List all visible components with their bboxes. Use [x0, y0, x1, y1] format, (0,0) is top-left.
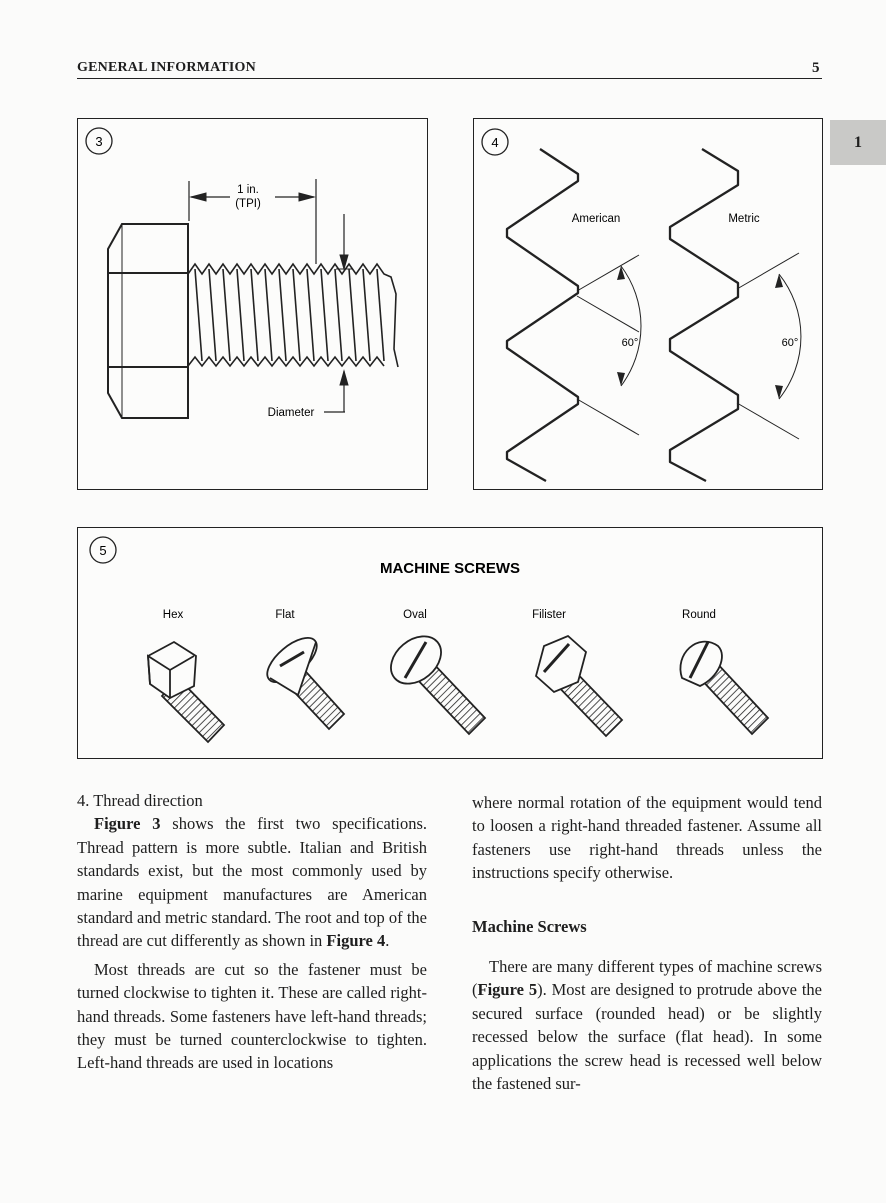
diameter-label: Diameter [267, 407, 315, 419]
bolt-threads [188, 264, 398, 367]
round-screw-icon [680, 642, 768, 734]
chapter-tab: 1 [830, 120, 886, 165]
oval-screw-icon [382, 627, 485, 734]
flat-screw-icon [260, 630, 344, 729]
screw-label-flat: Flat [275, 609, 295, 621]
paragraph-2: Most threads are cut so the fastener must be turned clockwise to tighten it. These are called right-hand threads. Some fasteners have left-hand threads; they must be turned counterclockwise to tighten. Left-hand threads are used in locations [77, 959, 427, 1073]
right-text-column [472, 791, 822, 1095]
screw-label-oval: Oval [403, 609, 427, 621]
machine-screws-diagram [78, 528, 822, 758]
paragraph-4-text: There are many different types of machine screws ( [472, 957, 822, 1000]
paragraph-1 [77, 812, 427, 952]
left-text-column [77, 789, 427, 1075]
paragraph-1-text: shows the first two specifications. Thread pattern is more subtle. Italian and British standards exist, but the most commonly used by marine equipment manufactures are American standard and metric standard. The root and top of the thread are cut differently as shown in [77, 814, 427, 951]
paragraph-4 [472, 955, 822, 1095]
screw-label-hex: Hex [162, 609, 184, 621]
figure-4-thread-profiles [473, 118, 823, 490]
figure-4-reference: Figure 4 [326, 931, 386, 951]
paragraph-4-end: ). Most are designed to protrude above the secured surface (rounded head) or be slightly recessed below the surface (flat head). In some applications the screw head is recessed well below the fastened sur- [472, 980, 822, 1094]
figure-5-machine-screws [77, 527, 823, 759]
screw-label-filister: Filister [532, 609, 566, 621]
bolt-head [108, 224, 188, 418]
figure-number: 5 [99, 543, 107, 558]
page-number: 5 [812, 60, 820, 76]
section-heading-machine-screws: Machine Screws [472, 916, 587, 936]
running-header-title: GENERAL INFORMATION [77, 60, 256, 75]
american-angle-label: 60° [621, 337, 639, 349]
screw-label-round: Round [682, 609, 716, 621]
tpi-label-line1: 1 in. [237, 184, 259, 196]
bolt-diagram [78, 119, 427, 489]
figure-5-reference: Figure 5 [477, 980, 538, 1000]
hex-screw-icon [148, 642, 224, 742]
figure-title: MACHINE SCREWS [379, 560, 521, 577]
tpi-label-line2: (TPI) [235, 198, 261, 210]
header-rule [77, 78, 822, 79]
american-label: American [571, 213, 621, 225]
metric-label: Metric [728, 213, 760, 225]
angle-arrowheads [617, 266, 783, 399]
filister-screw-icon [536, 636, 622, 736]
paragraph-1-end: . [385, 931, 390, 951]
metric-thread-profile [670, 149, 801, 481]
figure-number: 4 [491, 135, 499, 150]
figure-3-bolt [77, 118, 428, 490]
figure-3-reference: Figure 3 [94, 814, 161, 834]
american-thread-profile [507, 149, 641, 481]
thread-profile-diagram [474, 119, 822, 489]
metric-angle-label: 60° [781, 337, 799, 349]
paragraph-3: where normal rotation of the equipment would tend to loosen a right-hand threaded fastener. Assume all fasteners use right-hand threads unless the instructions specify otherwise. [472, 793, 822, 883]
list-item-thread-direction: 4. Thread direction [77, 791, 203, 810]
figure-number: 3 [95, 134, 103, 149]
